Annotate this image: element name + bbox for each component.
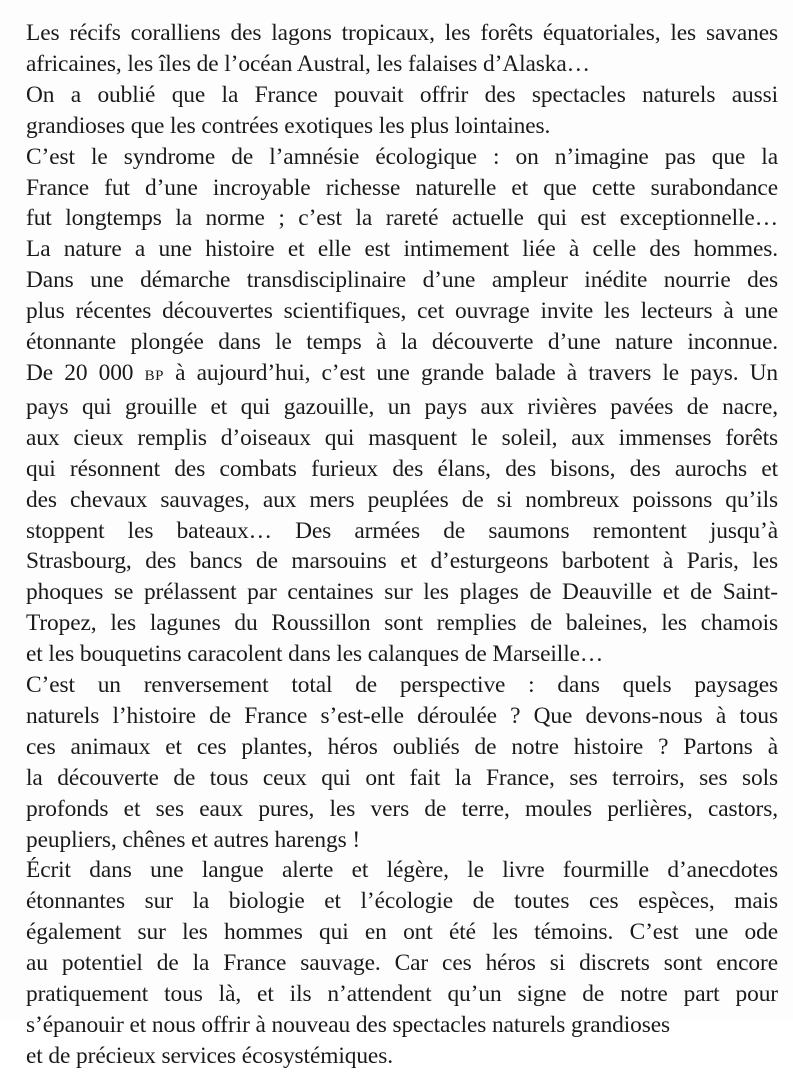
- text-line: et de précieux services écosystémiques.: [26, 1042, 393, 1069]
- text-line: France fut d’une incroyable richesse naturelle et que cette surabondance: [26, 174, 778, 201]
- text-line: africaines, les îles de l’océan Austral, les falaises d’Alaska…: [26, 50, 590, 77]
- text-line: ces animaux et ces plantes, héros oubliés de notre histoire ? Partons à: [26, 733, 778, 760]
- text-line: fut longtemps la norme ; c’est la rareté actuelle qui est exceptionnelle…: [26, 205, 778, 232]
- text-line: aux cieux remplis d’oiseaux qui masquent le soleil, aux immenses forêts: [26, 424, 778, 451]
- text-line: plus récentes découvertes scientifiques, cet ouvrage invite les lecteurs à une: [26, 298, 778, 325]
- text-line: Dans une démarche transdisciplinaire d’une ampleur inédite nourrie des: [26, 267, 778, 294]
- text-line: De 20 000 BP à aujourd’hui, c’est une grande balade à travers le pays. Un: [26, 359, 778, 386]
- text-line: des chevaux sauvages, aux mers peuplées de si nombreux poissons qu’ils: [26, 486, 778, 513]
- blurb-text-block: [26, 18, 778, 1072]
- text-line: également sur les hommes qui en ont été les témoins. C’est une ode: [26, 919, 778, 946]
- text-line: étonnante plongée dans le temps à la découverte d’une nature inconnue.: [26, 329, 778, 356]
- text-line: La nature a une histoire et elle est intimement liée à celle des hommes.: [26, 236, 778, 263]
- text-line: Les récifs coralliens des lagons tropicaux, les forêts équatoriales, les savanes: [26, 20, 778, 46]
- text-line: pays qui grouille et qui gazouille, un pays aux rivières pavées de nacre,: [26, 393, 778, 420]
- text-line: C’est le syndrome de l’amnésie écologique : on n’imagine pas que la: [26, 143, 778, 170]
- text-line: pratiquement tous là, et ils n’attendent qu’un signe de notre part pour: [26, 981, 778, 1008]
- text-line: stoppent les bateaux… Des armées de saumons remontent jusqu’à: [26, 517, 778, 544]
- before-present-abbreviation: BP: [144, 367, 164, 384]
- text-line: la découverte de tous ceux qui ont fait la France, ses terroirs, ses sols: [26, 764, 778, 791]
- text-line: Strasbourg, des bancs de marsouins et d’esturgeons barbotent à Paris, les: [26, 548, 778, 575]
- text-line: Tropez, les lagunes du Roussillon sont remplies de baleines, les chamois: [26, 610, 778, 637]
- text-line: et les bouquetins caracolent dans les calanques de Marseille…: [26, 641, 604, 668]
- text-line: C’est un renversement total de perspective : dans quels paysages: [26, 672, 778, 699]
- text-line: s’épanouir et nous offrir à nouveau des spectacles naturels grandioses: [26, 1012, 671, 1038]
- text-line: naturels l’histoire de France s’est-elle déroulée ? Que devons-nous à tous: [26, 702, 778, 729]
- text-line: peupliers, chênes et autres harengs !: [26, 826, 361, 853]
- text-line: phoques se prélassent par centaines sur les plages de Deauville et de Saint-: [26, 579, 778, 606]
- text-line: On a oublié que la France pouvait offrir des spectacles naturels aussi: [26, 81, 778, 108]
- text-line: au potentiel de la France sauvage. Car ces héros si discrets sont encore: [26, 950, 778, 977]
- text-line: étonnantes sur la biologie et l’écologie de toutes ces espèces, mais: [26, 888, 778, 915]
- text-line: Écrit dans une langue alerte et légère, le livre fourmille d’anecdotes: [26, 857, 778, 884]
- text-line: qui résonnent des combats furieux des élans, des bisons, des aurochs et: [26, 455, 778, 482]
- text-line: profonds et ses eaux pures, les vers de terre, moules perlières, castors,: [26, 795, 778, 822]
- text-line: grandioses que les contrées exotiques les plus lointaines.: [26, 112, 551, 139]
